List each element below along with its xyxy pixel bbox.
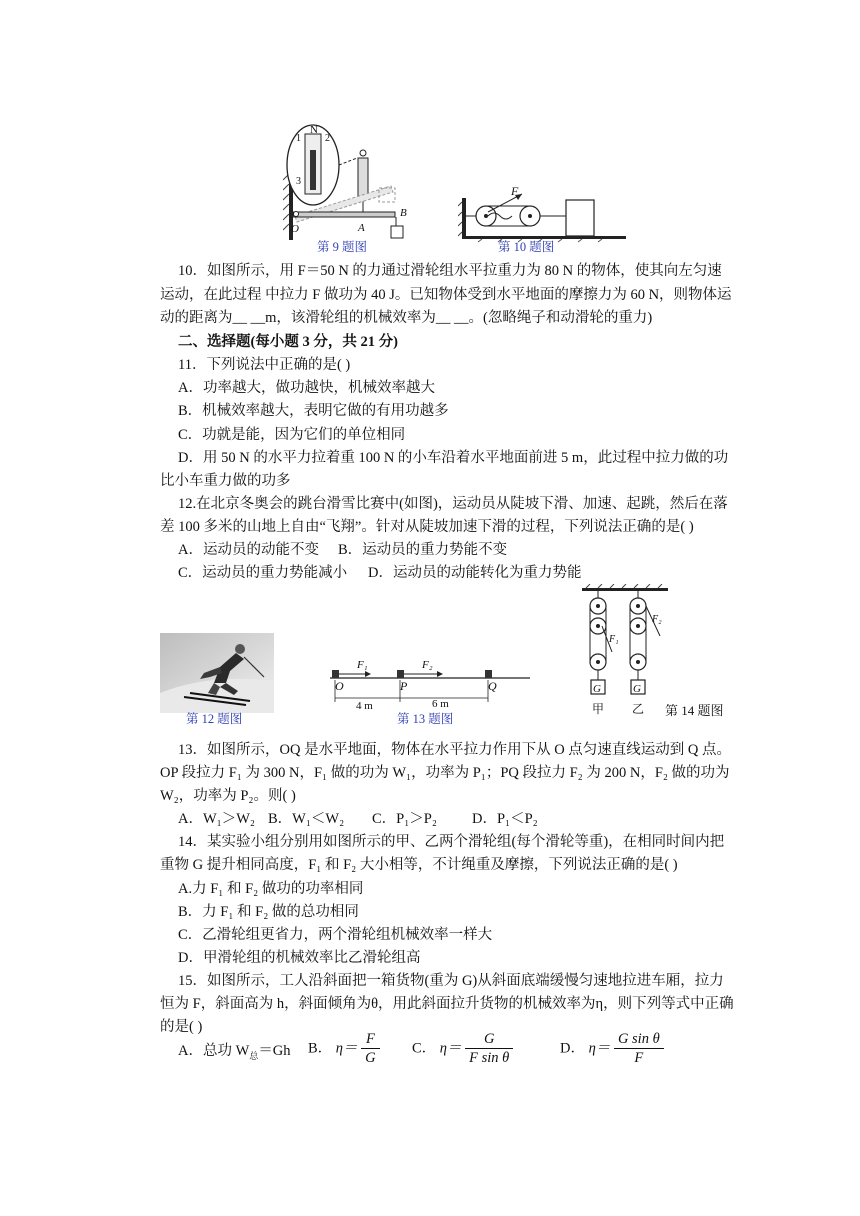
fig13-distance-2: 6 m: [432, 698, 449, 710]
fig14-label-f2: F₂: [652, 614, 662, 625]
q11-option-d-line-1: D．用 50 N 的水平力拉着重 100 N 的小车沿着水平地面前进 5 m，此过程中拉力做的功: [178, 450, 729, 466]
figure-12-skier-photo: [160, 633, 274, 713]
fig14-weight-yi: G: [633, 683, 641, 695]
q10-line-2: 运动，在此过程 中拉力 F 做功为 40 J。已知物体受到水平地面的摩擦力为 60 N，则物体运: [160, 287, 732, 303]
q14-option-a: A.力 F₁ 和 F₂ 做功的功率相同: [178, 881, 364, 897]
q15-b-prefix: B．: [308, 1040, 333, 1057]
fig9-label-o: O: [291, 223, 299, 235]
q15-b-numerator: F: [361, 1030, 379, 1049]
fig9-label-a: A: [358, 222, 365, 234]
q11-stem: 11．下列说法中正确的是( ): [178, 357, 351, 373]
q15-line-3: 的是( ): [160, 1019, 203, 1035]
fig13-label-o: O: [335, 679, 344, 693]
q14-line-1: 14．某实验小组分别用如图所示的甲、乙两个滑轮组(每个滑轮等重)，在相同时间内把: [178, 834, 725, 850]
q15-a-subscript: 总: [249, 1050, 259, 1061]
q15-d-numerator: G sin θ: [614, 1030, 664, 1049]
fig10-caption: 第 10 题图: [498, 240, 555, 254]
q13-line-1: 13．如图所示，OQ 是水平地面，物体在水平拉力作用下从 O 点匀速直线运动到 Q 点。: [178, 742, 732, 758]
q15-d-lhs: η＝: [588, 1040, 611, 1057]
fig10-force-label: F: [511, 184, 519, 198]
fig13-label-f1: F₁: [357, 659, 368, 671]
q14-option-c: C．乙滑轮组更省力，两个滑轮组机械效率一样大: [178, 927, 493, 943]
q12-line-2: 差 100 多米的山地上自由“飞翔”。针对从陡坡加速下滑的过程，下列说法正确的是( ): [160, 519, 694, 535]
q15-c-denominator: F sin θ: [469, 1050, 510, 1066]
fig14-caption: 第 14 题图: [665, 703, 724, 718]
q15-a-prefix: A．总功 W: [178, 1043, 250, 1059]
q11-option-a: A．功率越大，做功越快，机械效率越大: [178, 380, 435, 396]
q12-option-b: B．运动员的重力势能不变: [338, 542, 508, 558]
q11-option-c: C．功就是能，因为它们的单位相同: [178, 427, 406, 443]
q10-line-1: 10．如图所示，用 F＝50 N 的力通过滑轮组水平拉重力为 80 N 的物体，使其向左匀速: [178, 263, 722, 279]
q15-option-c: [412, 1030, 513, 1067]
q13-option-c: C．P₁＞P₂: [372, 811, 437, 827]
q15-b-denominator: G: [365, 1050, 376, 1066]
fig14-weight-jia: G: [593, 683, 601, 695]
q15-a-suffix: ＝Gh: [258, 1043, 291, 1059]
figure-9-lever-diagram: [283, 120, 423, 242]
fig9-caption: 第 9 题图: [317, 240, 368, 254]
q13-line-3: W₂，功率为 P₂。则( ): [160, 788, 296, 804]
q12-option-d: D．运动员的动能转化为重力势能: [368, 565, 582, 581]
q14-option-d: D．甲滑轮组的机械效率比乙滑轮组高: [178, 950, 421, 966]
q14-option-b: B．力 F₁ 和 F₂ 做的总功相同: [178, 904, 359, 920]
q13-option-d: D．P₁＜P₂: [472, 811, 538, 827]
fig13-label-p: P: [400, 679, 408, 693]
q15-option-d: [560, 1030, 664, 1067]
q13-option-a: A．W₁＞W₂: [178, 811, 255, 827]
q15-d-denominator: F: [634, 1050, 644, 1066]
q15-line-1: 15．如图所示，工人沿斜面把一箱货物(重为 G)从斜面底端缓慢匀速地拉进车厢，拉力: [178, 973, 724, 989]
fig13-label-f2: F₂: [422, 659, 433, 671]
q12-line-1: 12.在北京冬奥会的跳台滑雪比赛中(如图)，运动员从陡坡下滑、加速、起跳，然后在落: [178, 496, 728, 512]
q13-line-2: OP 段拉力 F₁ 为 300 N，F₁ 做的功为 W₁，功率为 P₁；PQ 段拉力 F₂ 为 200 N，F₂ 做的功为: [160, 765, 730, 781]
fig13-distance-1: 4 m: [356, 700, 373, 712]
section-2-heading: 二、选择题(每小题 3 分，共 21 分): [178, 334, 398, 350]
q12-option-c: C．运动员的重力势能减小: [178, 565, 348, 581]
q15-c-prefix: C．: [412, 1040, 437, 1057]
fig13-caption: 第 13 题图: [397, 712, 454, 726]
q15-d-fraction: [614, 1030, 664, 1067]
q15-b-lhs: η＝: [335, 1040, 358, 1057]
q15-b-fraction: [361, 1030, 379, 1067]
fig9-label-b: B: [400, 207, 407, 219]
q11-option-d-line-2: 比小车重力做的功多: [160, 473, 291, 489]
q15-option-b: [308, 1030, 380, 1067]
fig9-label-n: N: [310, 124, 318, 136]
fig14-label-jia: 甲: [592, 702, 605, 716]
fig9-tick-1: 1: [296, 133, 301, 144]
figure-10-pulley-diagram: [458, 184, 628, 244]
fig14-label-yi: 乙: [632, 702, 645, 716]
q15-c-fraction: [465, 1030, 513, 1067]
q13-option-b: B．W₁＜W₂: [268, 811, 345, 827]
fig9-tick-3: 3: [296, 176, 301, 187]
q12-option-a: A．运动员的动能不变: [178, 542, 319, 558]
fig13-label-q: Q: [488, 679, 497, 693]
q10-line-3: 动的距离为__ __m，该滑轮组的机械效率为__ __。(忽略绳子和动滑轮的重力): [160, 310, 653, 326]
fig9-tick-2: 2: [325, 133, 330, 144]
q15-line-2: 恒为 F，斜面高为 h，斜面倾角为θ，用此斜面拉升货物的机械效率为η，则下列等式中正确: [160, 996, 734, 1012]
q15-c-numerator: G: [465, 1030, 513, 1049]
q14-line-2: 重物 G 提升相同高度，F₁ 和 F₂ 大小相等，不计绳重及摩擦，下列说法正确的是( ): [160, 857, 678, 873]
fig14-label-f1: F₁: [609, 634, 619, 645]
q15-d-prefix: D．: [560, 1040, 585, 1057]
q15-option-a: [178, 1040, 291, 1067]
q11-option-b: B．机械效率越大，表明它做的有用功越多: [178, 403, 449, 419]
q15-c-lhs: η＝: [439, 1040, 462, 1057]
fig12-caption: 第 12 题图: [186, 712, 243, 726]
